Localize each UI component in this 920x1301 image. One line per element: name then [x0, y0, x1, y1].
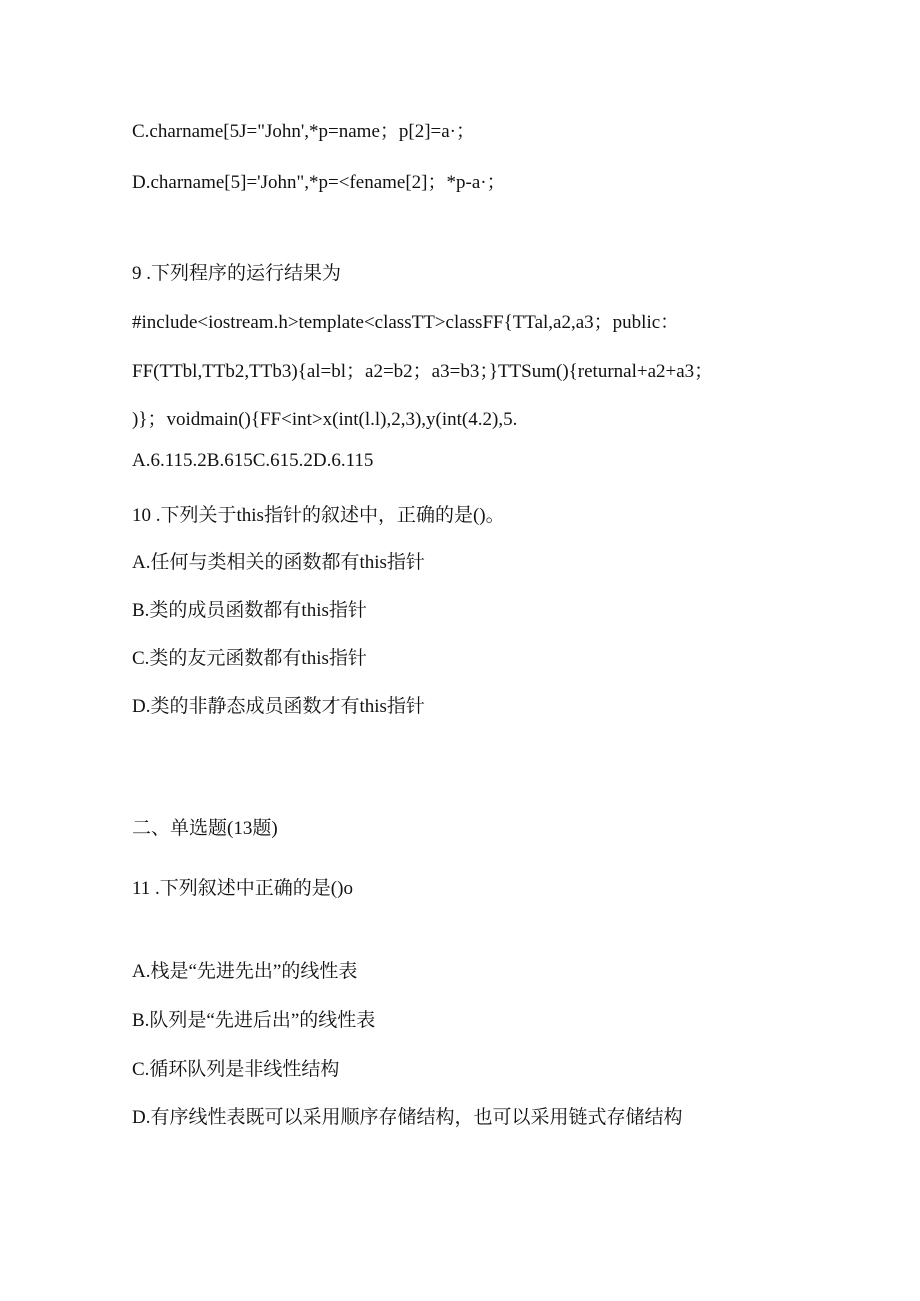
q9-code-line-3: )}；voidmain(){FF<int>x(int(l.l),2,3),y(int(4.2),5.	[132, 409, 518, 430]
q8-option-d: D.charname[5]='John",*p=<fename[2]；*p-a·；	[132, 172, 506, 193]
q11-option-c: C.循环队列是非线性结构	[132, 1059, 340, 1080]
q10-option-b: B.类的成员函数都有this指针	[132, 600, 367, 621]
q11-option-b: B.队列是“先进后出”的线性表	[132, 1010, 376, 1031]
q11-option-a: A.栈是“先进先出”的线性表	[132, 961, 358, 982]
q10-option-a: A.任何与类相关的函数都有this指针	[132, 552, 425, 573]
q9-options: A.6.115.2B.615C.615.2D.6.115	[132, 450, 374, 471]
q9-code-line-2: FF(TTbl,TTb2,TTb3){al=bl；a2=b2；a3=b3；}TTSum(){returnal+a2+a3；	[132, 361, 714, 382]
q10-option-c: C.类的友元函数都有this指针	[132, 648, 367, 669]
q9-title: 9 .下列程序的运行结果为	[132, 263, 342, 284]
q11-title: 11 .下列叙述中正确的是()o	[132, 878, 353, 899]
q10-title: 10 .下列关于this指针的叙述中，正确的是()。	[132, 505, 505, 526]
q11-option-d: D.有序线性表既可以采用顺序存储结构，也可以采用链式存储结构	[132, 1107, 683, 1128]
q8-option-c: C.charname[5J="John',*p=name；p[2]=a·；	[132, 121, 476, 142]
q10-option-d: D.类的非静态成员函数才有this指针	[132, 696, 425, 717]
q9-code-line-1: #include<iostream.h>template<classTT>classFF{TTal,a2,a3；public：	[132, 312, 680, 333]
section-heading: 二、单选题(13题)	[132, 818, 278, 839]
